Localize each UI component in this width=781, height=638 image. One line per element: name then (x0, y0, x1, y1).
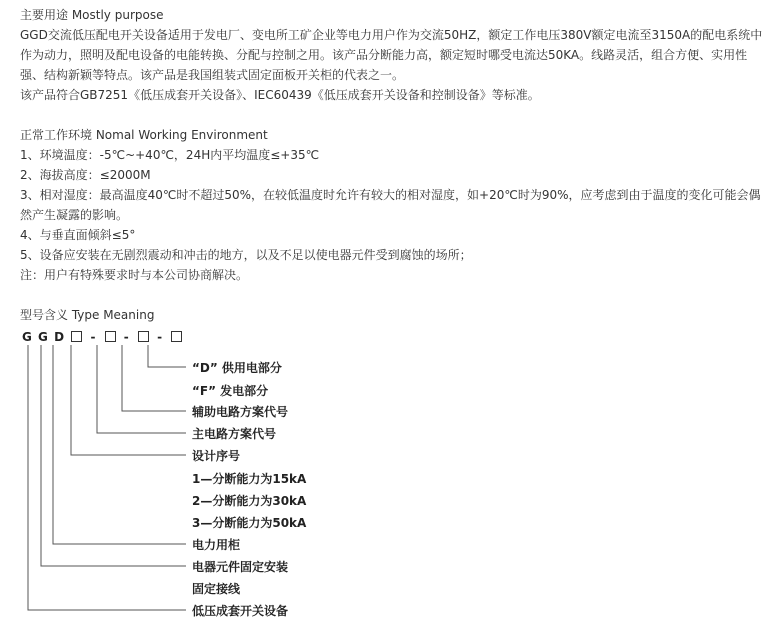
label-aux-circuit-code: 辅助电路方案代号 (192, 405, 289, 419)
label-power-cabinet: 电力用柜 (192, 538, 241, 552)
tree-line-switchgear (28, 345, 186, 610)
label-d-power-supply: “D” 供用电部分 (192, 361, 282, 375)
label-design-number: 设计序号 (192, 449, 241, 463)
code-dash-3: - (157, 330, 164, 344)
tree-line-usage (148, 345, 186, 367)
tree-line-design-number (71, 345, 186, 455)
code-dash-1: - (90, 330, 97, 344)
purpose-title: 主要用途 Mostly purpose (20, 8, 164, 22)
environment-title: 正常工作环境 Nomal Working Environment (20, 128, 268, 142)
label-capacity-15ka: 1—分断能力为15kA (192, 472, 307, 486)
code-letter-d: D (54, 330, 66, 344)
type-meaning-title: 型号含义 Type Meaning (20, 308, 155, 322)
tree-line-aux-circuit (122, 345, 186, 411)
label-fixed-installation: 电器元件固定安装 (192, 560, 289, 574)
environment-item-4: 4、与垂直面倾斜≤5° (20, 228, 136, 242)
label-capacity-50ka: 3—分断能力为50kA (192, 516, 307, 530)
environment-item-2: 2、海拔高度：≤2000M (20, 168, 151, 182)
label-f-generation: “F” 发电部分 (192, 384, 269, 398)
code-dash-2: - (123, 330, 130, 344)
environment-note: 注：用户有特殊要求时与本公司协商解决。 (20, 268, 249, 282)
label-fixed-wiring: 固定接线 (192, 582, 241, 596)
code-letter-g1: G (22, 330, 33, 344)
tree-line-main-circuit (97, 345, 186, 433)
label-low-voltage-switchgear: 低压成套开关设备 (192, 604, 289, 618)
purpose-paragraph-2: 该产品符合GB7251《低压成套开关设备》、IEC60439《低压成套开关设备和控制设备》等标准。 (20, 88, 540, 102)
label-main-circuit-code: 主电路方案代号 (192, 427, 277, 441)
environment-item-1: 1、环境温度：-5℃~+40℃，24H内平均温度≤+35℃ (20, 148, 320, 162)
label-capacity-30ka: 2—分断能力为30kA (192, 494, 307, 508)
code-letter-g2: G (38, 330, 49, 344)
tree-line-power-cabinet (53, 345, 186, 544)
environment-item-5: 5、设备应安装在无剧烈震动和冲击的地方，以及不足以使电器元件受到腐蚀的场所； (20, 248, 472, 262)
environment-item-3: 3、相对湿度：最高温度40℃时不超过50%，在较低温度时允许有较大的相对湿度，如+20℃时为90%，应考虑到由于温度的变化可能会偶然产生凝露的影响。 (20, 188, 761, 222)
purpose-paragraph-1: GGD交流低压配电开关设备适用于发电厂、变电所工矿企业等电力用户作为交流50HZ，额定工作电压380V额定电流至3150A的配电系统中作为动力，照明及配电设备的电能转换、分配与控制之用。该产品分断能力高，额定短时哪受电流达50KA。线路灵活，组合方便、实用性强、结构新颖等特点。该产品是我国组装式固定面板开关柜的代表之一。 (20, 28, 763, 82)
